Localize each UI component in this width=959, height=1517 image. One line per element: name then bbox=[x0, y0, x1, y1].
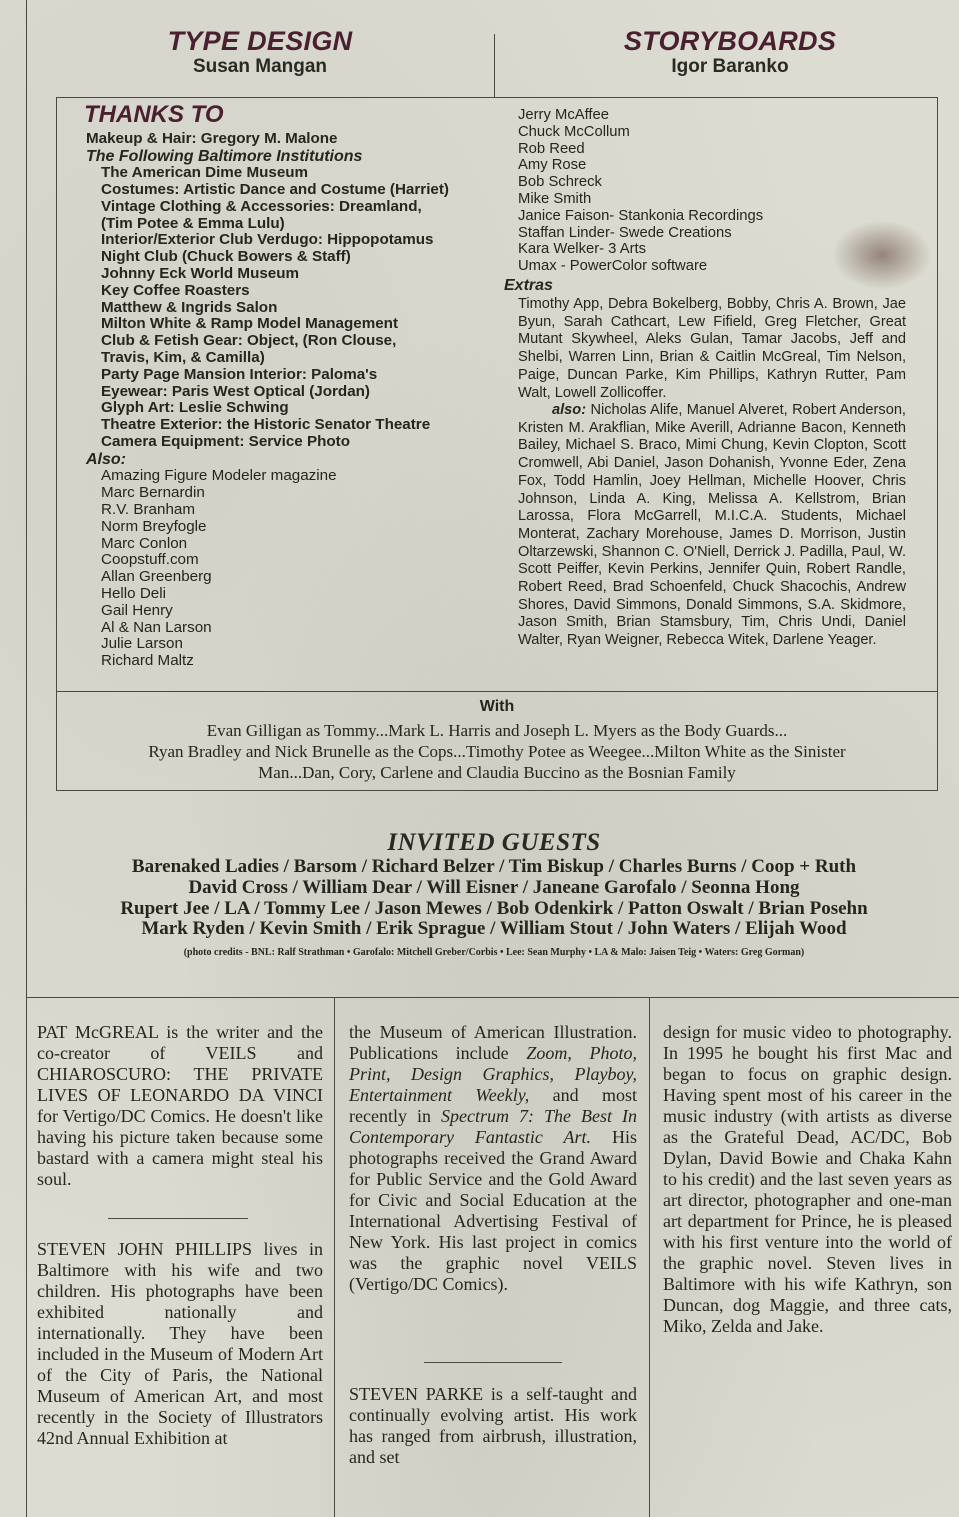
bio-pat-mcgreal: PAT McGREAL is the writer and the co-creator of VEILS and CHIAROSCURO: THE PRIVATE LIVES OF LEONARDO DA VINCI for Vertigo/DC Comics. He doesn't like having his picture taken because some bastard with a camera might steal his soul. bbox=[37, 1022, 323, 1189]
list-item: Richard Maltz bbox=[101, 652, 194, 670]
makeup-credit: Makeup & Hair: Gregory M. Malone bbox=[86, 130, 338, 147]
extras-also-label: also: bbox=[552, 402, 587, 418]
bio-column-divider bbox=[649, 997, 650, 1517]
guest-line: Mark Ryden / Kevin Smith / Erik Sprague / William Stout / John Waters / Elijah Wood bbox=[141, 918, 847, 939]
list-item: Coopstuff.com bbox=[101, 551, 199, 569]
list-item bbox=[86, 468, 506, 485]
list-item: Umax - PowerColor software bbox=[518, 258, 708, 275]
magazine-title: Amazing Figure Modeler bbox=[101, 467, 267, 485]
bio-column-divider bbox=[334, 997, 335, 1517]
list-item: Staffan Linder- Swede Creations bbox=[518, 224, 732, 241]
list-item: Amy Rose bbox=[518, 157, 587, 174]
bio-text: the Museum of American Illustration. Publications include bbox=[349, 1022, 637, 1063]
list-item: Rob Reed bbox=[518, 140, 585, 157]
thanks-left-column bbox=[86, 131, 506, 670]
list-item: R.V. Branham bbox=[101, 500, 195, 518]
spectrum-title: Spectrum 7: The Best In Contemporary Fantastic Art. bbox=[349, 1106, 638, 1147]
list-item: Kara Welker- 3 Arts bbox=[518, 241, 647, 258]
list-item: Travis, Kim, & Camilla) bbox=[101, 349, 265, 367]
publications-list: Zoom, Photo, Print, Design Graphics, Playboy, Entertainment Weekly, bbox=[349, 1043, 637, 1105]
bio-text: and most recently in bbox=[349, 1085, 638, 1126]
left-margin-rule bbox=[26, 0, 27, 1517]
extras-also-names: Nicholas Alife, Manuel Alveret, Robert Anderson, Kristen M. Arakflian, Mike Averill, Adrianne Bacon, Kenneth Bailey, Michael S. Braco, Mimi Chung, Kevin Clopton, Scott Cromwell, Abi Daniel, Jason Dohanish, Yvonne Eder, Zena Fox, Todd Hamlin, Joey Hellman, Michelle Hoover, Chris Johnson, Linda A. King, Melissa A. Kellstrom, Brian Larossa, Flora McGarrell, M.I.C.A. Students, Michael Monterat, Zachary Morehouse, James D. Morrison, Justin Oltarzewski, Shannon C. O'Niell, Derrick J. Padilla, Paul, W. Scott Peiffer, Kevin Perkins, Jennifer Quin, Robert Randle, Robert Reed, Brad Schoenfeld, Chuck Shacochis, Andrew Shores, David Simmons, Donald Simmons, S.A. Skidmore, Jason Smith, Brian Stamsbury, Tim, Chris Undi, Daniel Walter, Ryan Weigner, Rebecca Witek, Darlene Yeager. bbox=[518, 402, 906, 649]
thanks-title: THANKS TO bbox=[84, 101, 224, 128]
with-line: Evan Gilligan as Tommy...Mark L. Harris and Joseph L. Myers as the Body Guards... bbox=[206, 721, 788, 740]
list-item: Glyph Art: Leslie Schwing bbox=[101, 399, 289, 417]
list-item: Gail Henry bbox=[101, 601, 173, 619]
list-item: Hello Deli bbox=[101, 584, 166, 602]
type-design-title: TYPE DESIGN bbox=[167, 26, 353, 56]
list-item: Julie Larson bbox=[101, 635, 183, 653]
list-item: Norm Breyfogle bbox=[101, 517, 207, 535]
type-design-name: Susan Mangan bbox=[192, 56, 328, 77]
with-line: Man...Dan, Cory, Carlene and Claudia Buccino as the Bosnian Family bbox=[258, 763, 736, 782]
with-line: Ryan Bradley and Nick Brunelle as the Cops...Timothy Potee as Weegee...Milton White as the Sinister bbox=[148, 742, 846, 761]
list-item: Club & Fetish Gear: Object, (Ron Clouse, bbox=[101, 332, 397, 350]
bio-separator bbox=[108, 1218, 248, 1219]
list-item: Camera Equipment: Service Photo bbox=[101, 433, 350, 451]
list-item: Mike Smith bbox=[518, 190, 592, 207]
list-item: Eyewear: Paris West Optical (Jordan) bbox=[101, 382, 370, 400]
extras-also-text bbox=[518, 402, 906, 650]
photo-credits: (photo credits - BNL: Ralf Strathman • Garofalo: Mitchell Greber/Corbis • Lee: Sean Murphy • LA & Malo: Jaisen Teig • Waters: Greg Gorman) bbox=[183, 947, 805, 958]
list-item: Marc Conlon bbox=[101, 534, 188, 552]
bios-top-rule bbox=[26, 997, 959, 998]
header-divider bbox=[494, 34, 495, 98]
list-item: Key Coffee Roasters bbox=[101, 281, 250, 299]
also-heading: Also: bbox=[86, 450, 126, 468]
list-item: Jerry McAffee bbox=[518, 107, 609, 123]
list-item: Interior/Exterior Club Verdugo: Hippopotamus bbox=[101, 231, 434, 249]
bio-steven-parke: STEVEN PARKE is a self-taught and continually evolving artist. His work has ranged from airbrush, illustration, and set bbox=[349, 1384, 637, 1467]
guest-line: Barenaked Ladies / Barsom / Richard Belzer / Tim Biskup / Charles Burns / Coop + Ruth bbox=[131, 856, 857, 877]
bio-phillips-continued bbox=[349, 1022, 637, 1295]
magazine-suffix: magazine bbox=[266, 467, 337, 485]
list-item: Allan Greenberg bbox=[101, 568, 212, 586]
list-item: Vintage Clothing & Accessories: Dreamland, bbox=[101, 197, 422, 215]
guest-line: David Cross / William Dear / Will Eisner / Janeane Garofalo / Seonna Hong bbox=[188, 877, 800, 898]
list-item: Janice Faison- Stankonia Recordings bbox=[518, 207, 764, 224]
list-item: Party Page Mansion Interior: Paloma's bbox=[101, 365, 378, 383]
bio-parke-continued: design for music video to photography. In 1995 he bought his first Mac and began to focus on graphic design. Having spent most of his career in the music industry (with artists as diverse as the Grateful Dead, AC/DC, Bob Dylan, David Bowie and Chaka Kahn to his credit) and the last seven years as art director, photographer and one-man art department for Prince, he is pleased with his first venture into the world of the graphic novel. Steven lives in Baltimore with his wife Kathryn, son Duncan, dog Maggie, and three cats, Miko, Zelda and Jake. bbox=[663, 1022, 952, 1336]
list-item: Theatre Exterior: the Historic Senator Theatre bbox=[101, 416, 431, 434]
guest-line: Rupert Jee / LA / Tommy Lee / Jason Mewes / Bob Odenkirk / Patton Oswalt / Brian Posehn bbox=[120, 898, 868, 919]
list-item: Marc Bernardin bbox=[101, 484, 205, 502]
with-heading: With bbox=[479, 698, 515, 715]
extras-heading: Extras bbox=[504, 277, 553, 294]
storyboards-title: STORYBOARDS bbox=[623, 26, 837, 56]
list-item: The American Dime Museum bbox=[101, 164, 309, 182]
bio-text: His photographs received the Grand Award for Public Service and the Gold Award for Civic and Social Education at the International Advertising Festival of New York. His last project in comics was the graphic novel VEILS (Vertigo/DC Comics). bbox=[349, 1127, 637, 1294]
bio-steven-john-phillips: STEVEN JOHN PHILLIPS lives in Baltimore with his wife and two children. His photographs have been exhibited nationally and internationally. They have been included in the Museum of Modern Art of the City of Paris, the National Museum of American Art, and most recently in the Society of Illustrators 42nd Annual Exhibition at bbox=[37, 1239, 323, 1448]
storyboards-name: Igor Baranko bbox=[671, 56, 789, 77]
institutions-heading: The Following Baltimore Institutions bbox=[86, 147, 363, 165]
list-item: Chuck McCollum bbox=[518, 123, 630, 140]
list-item: Matthew & Ingrids Salon bbox=[101, 298, 278, 316]
list-item: Bob Schreck bbox=[518, 174, 602, 191]
list-item: Night Club (Chuck Bowers & Staff) bbox=[101, 248, 351, 266]
list-item: Johnny Eck World Museum bbox=[101, 265, 300, 283]
type-design-credit bbox=[100, 26, 420, 78]
storyboards-credit bbox=[560, 26, 900, 78]
list-item: Al & Nan Larson bbox=[101, 618, 212, 636]
list-item: (Tim Potee & Emma Lulu) bbox=[101, 214, 285, 232]
list-item: Milton White & Ramp Model Management bbox=[101, 315, 399, 333]
list-item: Costumes: Artistic Dance and Costume (Harriet) bbox=[101, 181, 449, 199]
bio-separator bbox=[424, 1362, 562, 1363]
invited-guests-title: INVITED GUESTS bbox=[387, 829, 601, 856]
thanks-right-column bbox=[518, 107, 918, 275]
extras-text: Timothy App, Debra Bokelberg, Bobby, Chris A. Brown, Jae Byun, Sarah Cathcart, Lew Fifield, Greg Fletcher, Great Mutant Skywheel, Aleks Gulan, Tamar Jacobs, Jeff and Shelbi, Warren Linn, Brian & Caitlin McGreal, Tim Nelson, Paige, Duncan Parke, Kim Phillips, Kathryn Rutter, Pam Walt, Lowell Zollicoffer. bbox=[518, 296, 906, 401]
